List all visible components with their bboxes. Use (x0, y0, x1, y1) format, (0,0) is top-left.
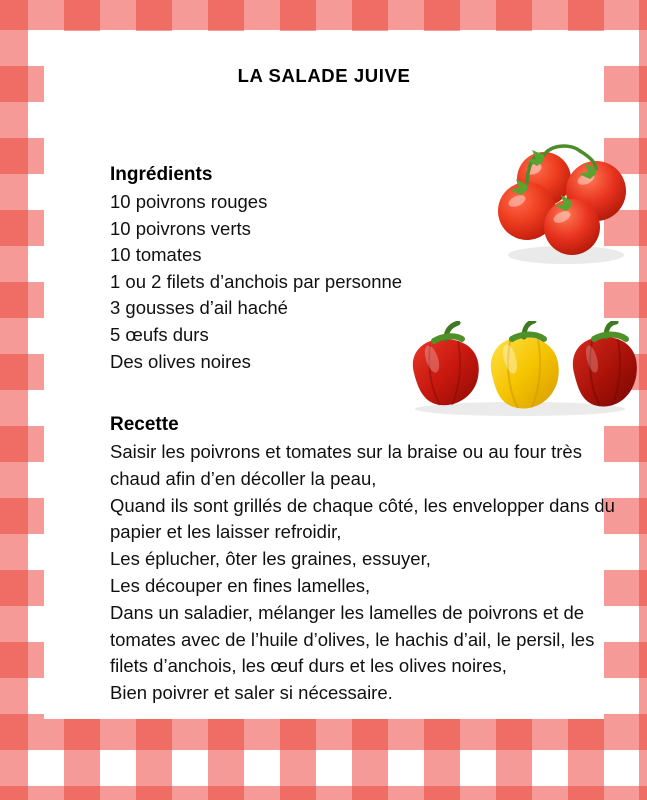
recipe-card (44, 31, 621, 719)
tomatoes-photo (484, 139, 644, 269)
recipe-section (110, 412, 628, 707)
peppers-photo (400, 321, 644, 417)
ingredients-heading: Ingrédients (110, 164, 213, 185)
recipe-step: Quand ils sont grillés de chaque côté, les envelopper dans du papier et les laisser refroidir, (110, 494, 621, 543)
recipe-step: Les éplucher, ôter les graines, essuyer, (110, 548, 431, 570)
page-title: LA SALADE JUIVE (237, 65, 411, 86)
recipe-step: Dans un saladier, mélanger les lamelles de poivrons et de tomates avec de l’huile d’olives, le hachis d’ail, le persil, les filets d’anchois, les œuf durs et les olives noires, (110, 601, 600, 677)
recipe-step: Bien poivrer et saler si nécessaire. (110, 682, 393, 704)
ingredient-item: 5 œufs durs (110, 324, 209, 346)
recipe-heading: Recette (110, 414, 179, 435)
ingredient-item: 10 poivrons rouges (110, 190, 268, 212)
ingredient-item: 10 poivrons verts (110, 217, 251, 239)
ingredient-item: 10 tomates (110, 244, 202, 266)
recipe-step: Les découper en fines lamelles, (110, 575, 371, 597)
recipe-step: Saisir les poivrons et tomates sur la braise ou au four très chaud afin d’en décoller la peau, (110, 440, 588, 489)
ingredient-item: Des olives noires (110, 350, 251, 372)
ingredient-item: 3 gousses d’ail haché (110, 297, 288, 319)
ingredient-item: 1 ou 2 filets d’anchois par personne (110, 270, 403, 292)
